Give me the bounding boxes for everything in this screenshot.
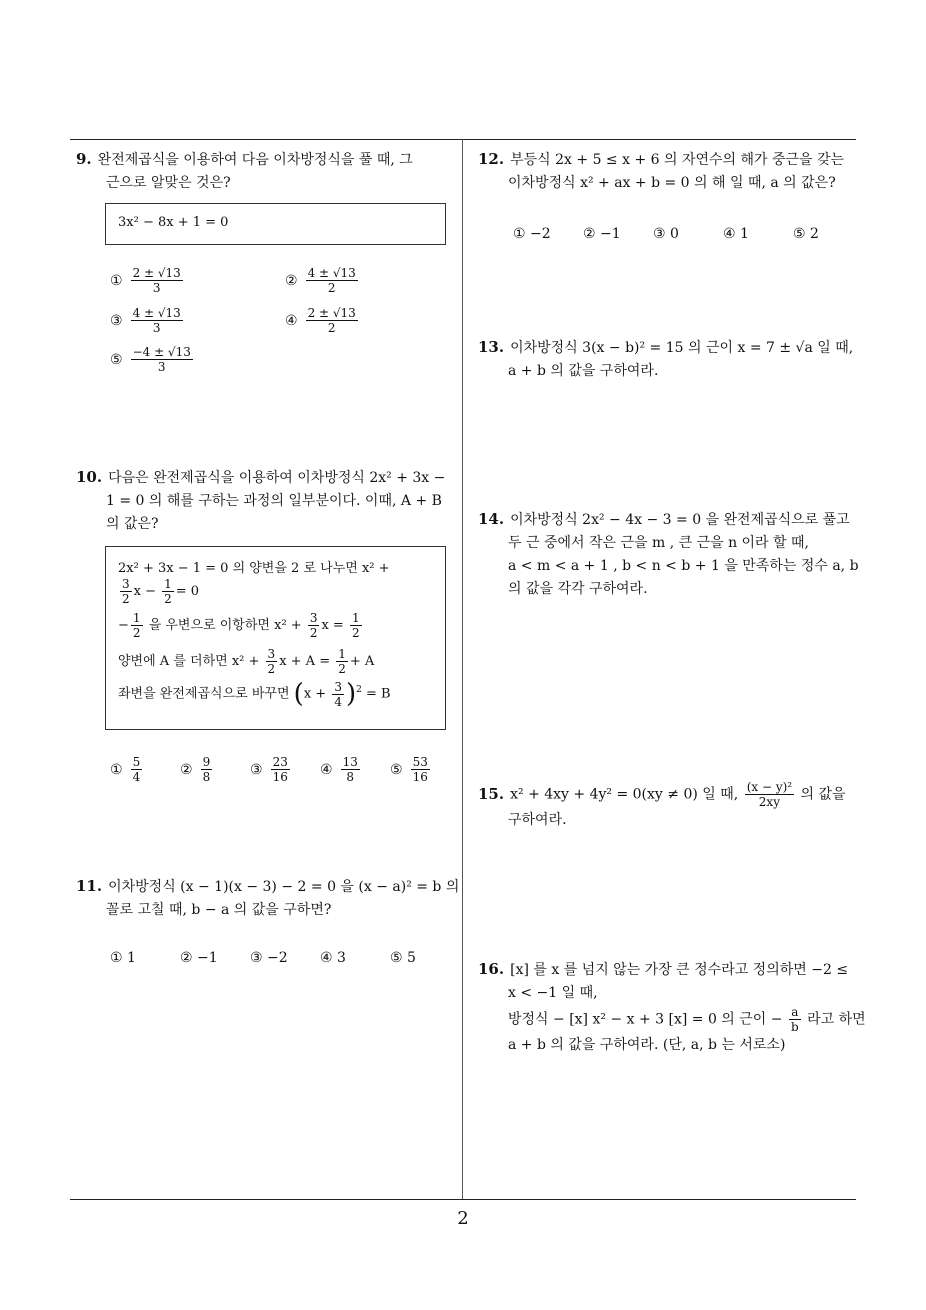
option-4[interactable]: ④ $\frac{13}{8}$ <box>320 755 358 784</box>
option-5[interactable]: ⑤ 5 <box>390 950 416 966</box>
equation: 3x² − 8x + 1 = 0 <box>118 215 229 230</box>
bottom-rule <box>70 1199 856 1200</box>
question-14 <box>478 508 859 601</box>
fraction: $\frac{4 \pm √13}{2}$ <box>307 266 356 295</box>
question-text: 근으로 알맞은 것은? <box>106 175 231 191</box>
option-2[interactable]: ② $\frac{9}{8}$ <box>180 755 211 784</box>
question-text: 완전제곱식을 이용하여 다음 이차방정식을 풀 때, 그 <box>97 152 413 168</box>
option-4[interactable]: ④ 3 <box>320 950 346 966</box>
option-3[interactable]: ③ $\frac{23}{16}$ <box>250 755 288 784</box>
question-15 <box>478 780 846 832</box>
fraction: $\frac{5}{4}$ <box>132 755 141 784</box>
fraction: $\frac{\text{(x − y)²}}{2xy}$ <box>746 780 793 809</box>
question-13 <box>478 336 853 383</box>
option-3[interactable]: ③ 0 <box>653 226 679 242</box>
step-2: − $\frac{1}{2}$ 을 우변으로 이항하면 x² + $\frac{3}{2}$ x = $\frac{1}{2}$ <box>118 611 360 640</box>
question-text: 의 값을 <box>800 786 846 803</box>
question-text: a + b 의 값을 구하여라. <box>508 363 659 379</box>
solution-box <box>105 546 446 730</box>
question-number: 13. <box>478 338 505 356</box>
option-1[interactable]: ① $\frac{2 \pm √13}{3}$ <box>110 266 181 295</box>
option-2[interactable]: ② −1 <box>180 950 218 966</box>
option-3[interactable]: ③ −2 <box>250 950 288 966</box>
option-1[interactable]: ① 1 <box>110 950 136 966</box>
question-text: x² + 4xy + 4y² = 0(xy ≠ 0) 일 때, <box>510 786 739 803</box>
question-text: 구하여라. <box>508 812 567 828</box>
question-text: 이차방정식 3(x − b)² = 15 의 근이 x = 7 ± √a 일 때, <box>510 340 854 356</box>
question-text: a + b 의 값을 구하여라. (단, a, b 는 서로소) <box>508 1037 786 1053</box>
question-text: 부등식 2x + 5 ≤ x + 6 의 자연수의 해가 중근을 갖는 <box>510 152 845 168</box>
question-text: 두 근 중에서 작은 근을 m , 큰 근을 n 이라 할 때, <box>508 535 809 551</box>
question-number: 15. <box>478 784 505 803</box>
question-9 <box>76 148 413 195</box>
question-text: 이차방정식 2x² − 4x − 3 = 0 을 완전제곱식으로 풀고 <box>510 512 850 528</box>
top-rule <box>70 139 856 140</box>
question-12 <box>478 148 844 195</box>
question-text: 의 값은? <box>106 516 159 532</box>
fraction: $\frac{4 \pm √13}{3}$ <box>132 306 181 335</box>
question-text: [x] 를 x 를 넘지 않는 가장 큰 정수라고 정의하면 −2 ≤ <box>510 962 849 978</box>
option-1[interactable]: ① $\frac{5}{4}$ <box>110 755 141 784</box>
step-4: 좌변을 완전제곱식으로 바꾸면 (x + $\frac{3}{4}$ )$^2$ = B <box>118 679 391 709</box>
option-2[interactable]: ② $\frac{4 \pm √13}{2}$ <box>285 266 356 295</box>
question-text: 이차방정식 (x − 1)(x − 3) − 2 = 0 을 (x − a)² = b 의 <box>108 879 460 895</box>
page-number: 2 <box>457 1208 469 1229</box>
fraction: $\frac{9}{8}$ <box>202 755 211 784</box>
fraction: $\frac{53}{16}$ <box>412 755 428 784</box>
step-1: 2x² + 3x − 1 = 0 의 양변을 2 로 나누면 x² + <box>118 561 390 576</box>
fraction: $\frac{a}{b}$ <box>790 1005 799 1034</box>
question-text: 이차방정식 x² + ax + b = 0 의 해 일 때, a 의 값은? <box>508 175 836 191</box>
question-text: 꼴로 고칠 때, b − a 의 값을 구하면? <box>106 902 332 918</box>
option-5[interactable]: ⑤ $\frac{-4 \pm √13}{3}$ <box>110 345 191 374</box>
question-number: 14. <box>478 510 505 528</box>
question-number: 16. <box>478 960 505 978</box>
question-text: x < −1 일 때, <box>508 985 598 1001</box>
option-3[interactable]: ③ $\frac{4 \pm √13}{3}$ <box>110 306 181 335</box>
fraction: $\frac{13}{8}$ <box>342 755 358 784</box>
question-text: 방정식 − [x] x² − x + 3 [x] = 0 의 근이 − <box>508 1011 783 1028</box>
fraction: $\frac{-4 \pm √13}{3}$ <box>132 345 191 374</box>
question-text: 의 값을 각각 구하여라. <box>508 581 648 597</box>
question-text: 1 = 0 의 해를 구하는 과정의 일부분이다. 이때, A + B <box>106 493 442 509</box>
step-1b: $\frac{3}{2}$ x − $\frac{1}{2}$ = 0 <box>122 577 200 606</box>
question-10 <box>76 466 445 536</box>
equation-box <box>105 203 446 245</box>
column-divider <box>462 139 463 1200</box>
option-4[interactable]: ④ 1 <box>723 226 749 242</box>
option-5[interactable]: ⑤ 2 <box>793 226 819 242</box>
fraction: $\frac{2 \pm √13}{3}$ <box>132 266 181 295</box>
question-number: 12. <box>478 150 505 168</box>
question-text: 라고 하면 <box>807 1011 866 1028</box>
question-number: 9. <box>76 150 92 168</box>
question-number: 10. <box>76 468 103 486</box>
option-5[interactable]: ⑤ $\frac{53}{16}$ <box>390 755 428 784</box>
option-1[interactable]: ① −2 <box>513 226 551 242</box>
step-3: 양변에 A 를 더하면 x² + $\frac{3}{2}$ x + A = $\frac{1}{2}$ + A <box>118 647 375 676</box>
fraction: $\frac{2 \pm √13}{2}$ <box>307 306 356 335</box>
question-number: 11. <box>76 877 103 895</box>
question-11 <box>76 875 459 922</box>
question-16 <box>478 958 866 1057</box>
question-text: 다음은 완전제곱식을 이용하여 이차방정식 2x² + 3x − <box>108 470 446 486</box>
option-2[interactable]: ② −1 <box>583 226 621 242</box>
question-text: a < m < a + 1 , b < n < b + 1 을 만족하는 정수 a, b <box>508 558 859 574</box>
fraction: $\frac{23}{16}$ <box>272 755 288 784</box>
option-4[interactable]: ④ $\frac{2 \pm √13}{2}$ <box>285 306 356 335</box>
